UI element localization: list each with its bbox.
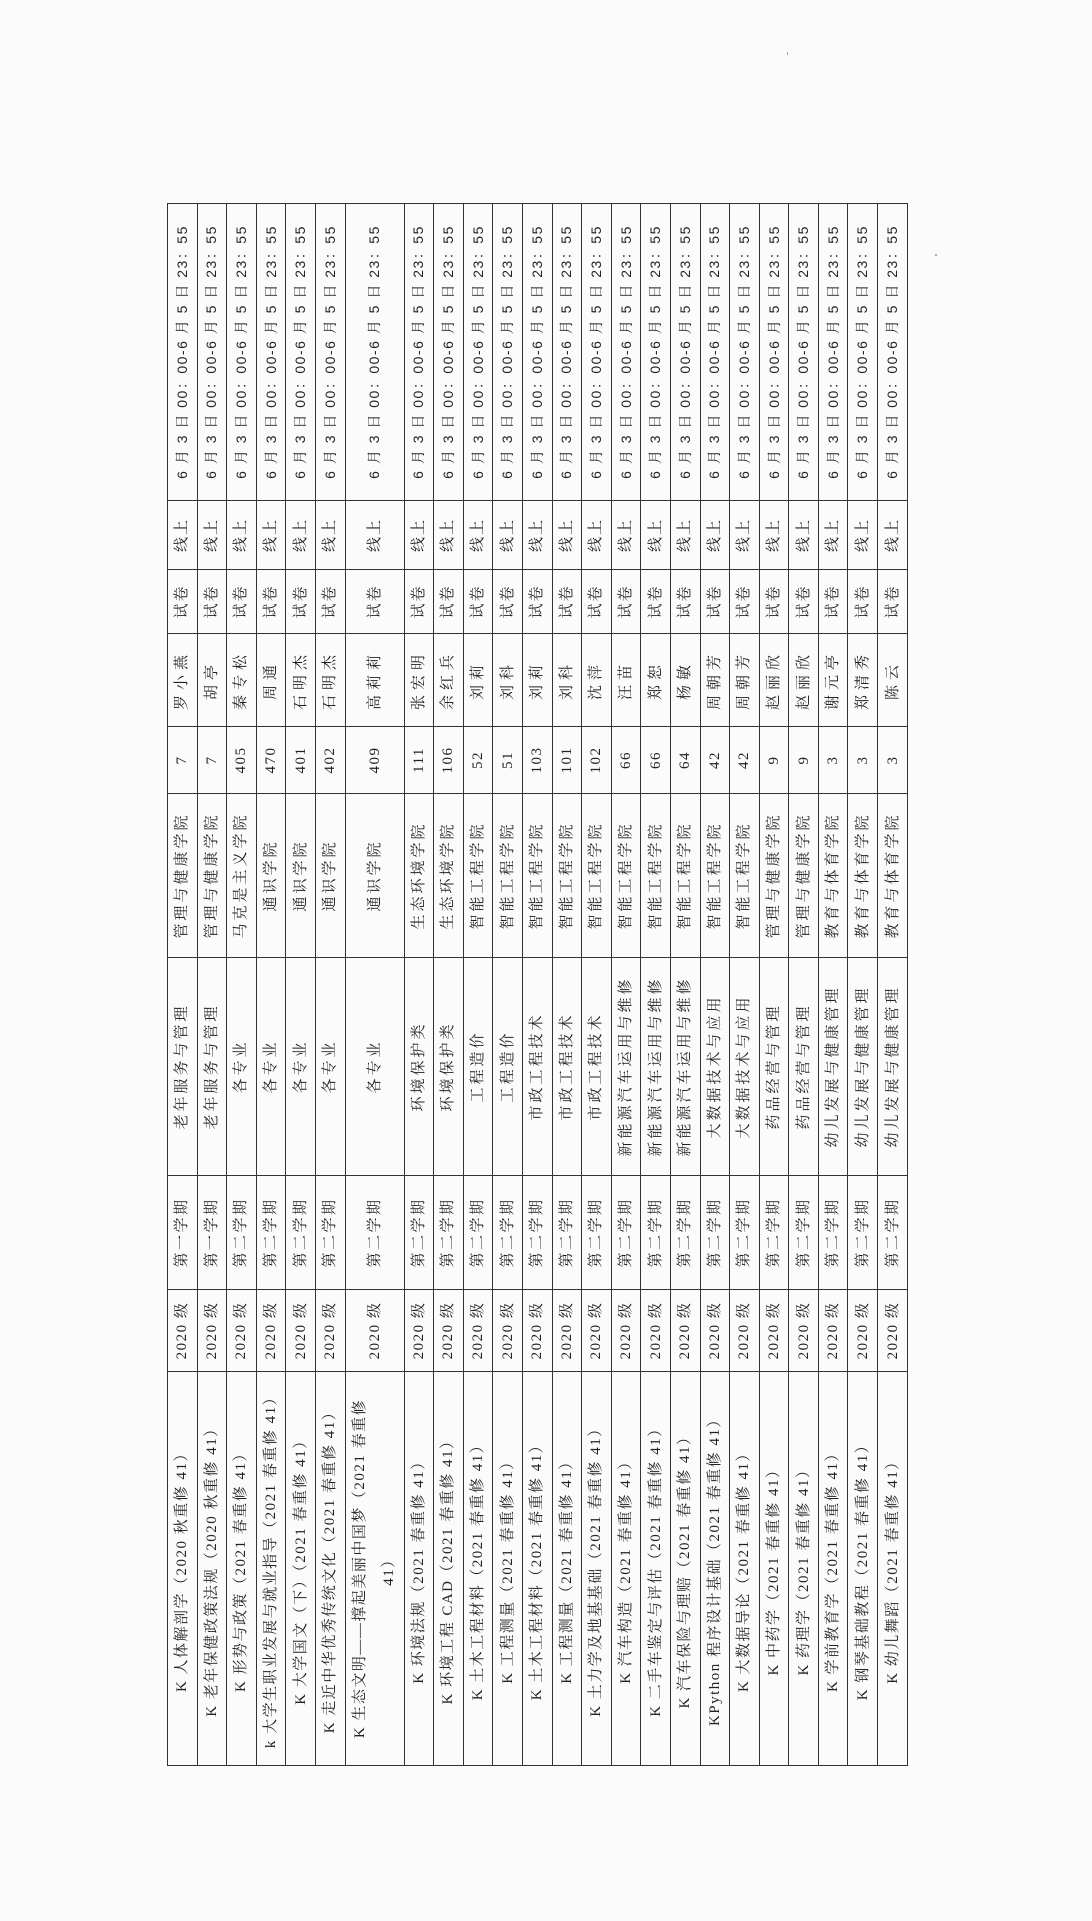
exam-mode-cell: 线上 <box>227 501 257 570</box>
semester-cell: 第二学期 <box>700 1176 730 1290</box>
exam-mode-cell: 线上 <box>670 501 700 570</box>
student-count-cell: 402 <box>315 727 345 794</box>
major-cell: 工程造价 <box>463 958 493 1176</box>
exam-mode-cell: 线上 <box>759 501 789 570</box>
course-name-cell: K 人体解剖学（2020 秋重修 41） <box>168 1372 198 1766</box>
exam-mode-cell: 线上 <box>345 501 404 570</box>
semester-cell: 第二学期 <box>286 1176 316 1290</box>
exam-type-cell: 试卷 <box>463 570 493 634</box>
scan-speck <box>935 254 937 256</box>
student-count-cell: 9 <box>759 727 789 794</box>
semester-cell: 第二学期 <box>227 1176 257 1290</box>
college-cell: 教育与体育学院 <box>848 794 878 958</box>
semester-cell: 第二学期 <box>789 1176 819 1290</box>
college-cell: 教育与体育学院 <box>818 794 848 958</box>
teacher-cell: 刘莉 <box>522 634 552 727</box>
major-cell: 幼儿发展与健康管理 <box>818 958 848 1176</box>
grade-cell: 2020 级 <box>286 1290 316 1372</box>
semester-cell: 第二学期 <box>256 1176 286 1290</box>
grade-cell: 2020 级 <box>552 1290 582 1372</box>
major-cell: 市政工程技术 <box>582 958 612 1176</box>
student-count-cell: 3 <box>848 727 878 794</box>
semester-cell: 第二学期 <box>463 1176 493 1290</box>
teacher-cell: 石明杰 <box>286 634 316 727</box>
exam-mode-cell: 线上 <box>848 501 878 570</box>
course-name-cell: K 中药学（2021 春重修 41） <box>759 1372 789 1766</box>
course-name-cell: K 二手车鉴定与评估（2021 春重修 41） <box>641 1372 671 1766</box>
exam-mode-cell: 线上 <box>730 501 760 570</box>
grade-cell: 2020 级 <box>404 1290 434 1372</box>
student-count-cell: 3 <box>818 727 848 794</box>
exam-schedule-table <box>167 203 908 1766</box>
exam-mode-cell: 线上 <box>818 501 848 570</box>
table-row <box>552 204 582 1766</box>
teacher-cell: 周朝芳 <box>730 634 760 727</box>
exam-type-cell: 试卷 <box>582 570 612 634</box>
exam-mode-cell: 线上 <box>256 501 286 570</box>
course-name-cell: K 幼儿舞蹈（2021 春重修 41） <box>878 1372 908 1766</box>
exam-mode-cell: 线上 <box>168 501 198 570</box>
teacher-cell: 张宏明 <box>404 634 434 727</box>
table-row <box>700 204 730 1766</box>
course-name-cell: K 汽车保险与理赔（2021 春重修 41） <box>670 1372 700 1766</box>
student-count-cell: 52 <box>463 727 493 794</box>
grade-cell: 2020 级 <box>315 1290 345 1372</box>
exam-mode-cell: 线上 <box>493 501 523 570</box>
grade-cell: 2020 级 <box>789 1290 819 1372</box>
rotated-table-container <box>167 204 908 1766</box>
exam-type-cell: 试卷 <box>611 570 641 634</box>
exam-type-cell: 试卷 <box>759 570 789 634</box>
exam-time-cell: 6 月 3 日 00：00-6 月 5 日 23：55 <box>315 204 345 501</box>
semester-cell: 第一学期 <box>197 1176 227 1290</box>
exam-time-cell: 6 月 3 日 00：00-6 月 5 日 23：55 <box>730 204 760 501</box>
student-count-cell: 401 <box>286 727 316 794</box>
major-cell: 环境保护类 <box>434 958 464 1176</box>
exam-mode-cell: 线上 <box>700 501 730 570</box>
table-row <box>848 204 878 1766</box>
exam-time-cell: 6 月 3 日 00：00-6 月 5 日 23：55 <box>197 204 227 501</box>
semester-cell: 第二学期 <box>552 1176 582 1290</box>
exam-mode-cell: 线上 <box>611 501 641 570</box>
grade-cell: 2020 级 <box>641 1290 671 1372</box>
student-count-cell: 66 <box>611 727 641 794</box>
college-cell: 马克是主义学院 <box>227 794 257 958</box>
teacher-cell: 郑清秀 <box>848 634 878 727</box>
course-name-cell: K 汽车构造（2021 春重修 41） <box>611 1372 641 1766</box>
grade-cell: 2020 级 <box>730 1290 760 1372</box>
college-cell: 智能工程学院 <box>522 794 552 958</box>
table-row <box>789 204 819 1766</box>
exam-time-cell: 6 月 3 日 00：00-6 月 5 日 23：55 <box>552 204 582 501</box>
major-cell: 大数据技术与应用 <box>730 958 760 1176</box>
exam-type-cell: 试卷 <box>522 570 552 634</box>
exam-time-cell: 6 月 3 日 00：00-6 月 5 日 23：55 <box>345 204 404 501</box>
table-row <box>197 204 227 1766</box>
exam-mode-cell: 线上 <box>552 501 582 570</box>
student-count-cell: 102 <box>582 727 612 794</box>
grade-cell: 2020 级 <box>168 1290 198 1372</box>
college-cell: 通识学院 <box>315 794 345 958</box>
table-row <box>641 204 671 1766</box>
major-cell: 药品经营与管理 <box>789 958 819 1176</box>
semester-cell: 第二学期 <box>493 1176 523 1290</box>
course-name-cell: K 土木工程材料（2021 春重修 41） <box>522 1372 552 1766</box>
college-cell: 智能工程学院 <box>552 794 582 958</box>
course-name-cell: K 环境法规（2021 春重修 41） <box>404 1372 434 1766</box>
exam-type-cell: 试卷 <box>848 570 878 634</box>
teacher-cell: 周朝芳 <box>700 634 730 727</box>
teacher-cell: 胡亭 <box>197 634 227 727</box>
semester-cell: 第二学期 <box>434 1176 464 1290</box>
college-cell: 智能工程学院 <box>670 794 700 958</box>
college-cell: 通识学院 <box>345 794 404 958</box>
college-cell: 智能工程学院 <box>611 794 641 958</box>
exam-time-cell: 6 月 3 日 00：00-6 月 5 日 23：55 <box>227 204 257 501</box>
table-row <box>463 204 493 1766</box>
semester-cell: 第一学期 <box>168 1176 198 1290</box>
exam-mode-cell: 线上 <box>434 501 464 570</box>
teacher-cell: 刘莉 <box>463 634 493 727</box>
teacher-cell: 秦专松 <box>227 634 257 727</box>
major-cell: 市政工程技术 <box>522 958 552 1176</box>
semester-cell: 第二学期 <box>878 1176 908 1290</box>
exam-time-cell: 6 月 3 日 00：00-6 月 5 日 23：55 <box>818 204 848 501</box>
grade-cell: 2020 级 <box>611 1290 641 1372</box>
major-cell: 老年服务与管理 <box>197 958 227 1176</box>
major-cell: 各专业 <box>227 958 257 1176</box>
course-name-cell: K 形势与政策（2021 春重修 41） <box>227 1372 257 1766</box>
grade-cell: 2020 级 <box>345 1290 404 1372</box>
teacher-cell: 石明杰 <box>315 634 345 727</box>
student-count-cell: 51 <box>493 727 523 794</box>
teacher-cell: 余红兵 <box>434 634 464 727</box>
semester-cell: 第二学期 <box>848 1176 878 1290</box>
grade-cell: 2020 级 <box>522 1290 552 1372</box>
course-name-cell: K 土木工程材料（2021 春重修 41） <box>463 1372 493 1766</box>
course-name-cell: K 药理学（2021 春重修 41） <box>789 1372 819 1766</box>
table-row <box>345 204 404 1766</box>
table-row <box>582 204 612 1766</box>
exam-mode-cell: 线上 <box>789 501 819 570</box>
exam-time-cell: 6 月 3 日 00：00-6 月 5 日 23：55 <box>878 204 908 501</box>
grade-cell: 2020 级 <box>227 1290 257 1372</box>
college-cell: 管理与健康学院 <box>168 794 198 958</box>
exam-time-cell: 6 月 3 日 00：00-6 月 5 日 23：55 <box>611 204 641 501</box>
major-cell: 各专业 <box>256 958 286 1176</box>
major-cell: 环境保护类 <box>404 958 434 1176</box>
teacher-cell: 周通 <box>256 634 286 727</box>
exam-type-cell: 试卷 <box>878 570 908 634</box>
major-cell: 新能源汽车运用与维修 <box>641 958 671 1176</box>
exam-type-cell: 试卷 <box>315 570 345 634</box>
exam-time-cell: 6 月 3 日 00：00-6 月 5 日 23：55 <box>759 204 789 501</box>
student-count-cell: 3 <box>878 727 908 794</box>
college-cell: 智能工程学院 <box>463 794 493 958</box>
exam-time-cell: 6 月 3 日 00：00-6 月 5 日 23：55 <box>463 204 493 501</box>
table-row <box>256 204 286 1766</box>
table-row <box>168 204 198 1766</box>
course-name-cell: K 学前教育学（2021 春重修 41） <box>818 1372 848 1766</box>
exam-type-cell: 试卷 <box>730 570 760 634</box>
grade-cell: 2020 级 <box>582 1290 612 1372</box>
semester-cell: 第二学期 <box>522 1176 552 1290</box>
semester-cell: 第二学期 <box>818 1176 848 1290</box>
teacher-cell: 刘科 <box>493 634 523 727</box>
major-cell: 新能源汽车运用与维修 <box>670 958 700 1176</box>
grade-cell: 2020 级 <box>818 1290 848 1372</box>
grade-cell: 2020 级 <box>848 1290 878 1372</box>
exam-type-cell: 试卷 <box>552 570 582 634</box>
exam-type-cell: 试卷 <box>434 570 464 634</box>
course-name-cell: k 大学生职业发展与就业指导（2021 春重修 41） <box>256 1372 286 1766</box>
course-name-cell: K 大数据导论（2021 春重修 41） <box>730 1372 760 1766</box>
major-cell: 大数据技术与应用 <box>700 958 730 1176</box>
teacher-cell: 罗小燕 <box>168 634 198 727</box>
exam-type-cell: 试卷 <box>700 570 730 634</box>
student-count-cell: 103 <box>522 727 552 794</box>
semester-cell: 第二学期 <box>582 1176 612 1290</box>
student-count-cell: 42 <box>700 727 730 794</box>
exam-time-cell: 6 月 3 日 00：00-6 月 5 日 23：55 <box>404 204 434 501</box>
course-name-cell: K 工程测量（2021 春重修 41） <box>493 1372 523 1766</box>
teacher-cell: 刘科 <box>552 634 582 727</box>
student-count-cell: 42 <box>730 727 760 794</box>
exam-type-cell: 试卷 <box>227 570 257 634</box>
student-count-cell: 64 <box>670 727 700 794</box>
teacher-cell: 高莉莉 <box>345 634 404 727</box>
major-cell: 各专业 <box>345 958 404 1176</box>
grade-cell: 2020 级 <box>256 1290 286 1372</box>
major-cell: 新能源汽车运用与维修 <box>611 958 641 1176</box>
exam-type-cell: 试卷 <box>197 570 227 634</box>
semester-cell: 第二学期 <box>315 1176 345 1290</box>
grade-cell: 2020 级 <box>878 1290 908 1372</box>
course-name-cell: K 大学国文（下）（2021 春重修 41） <box>286 1372 316 1766</box>
major-cell: 幼儿发展与健康管理 <box>878 958 908 1176</box>
table-row <box>670 204 700 1766</box>
course-name-cell: K 走近中华优秀传统文化（2021 春重修 41） <box>315 1372 345 1766</box>
semester-cell: 第二学期 <box>641 1176 671 1290</box>
teacher-cell: 郑恕 <box>641 634 671 727</box>
exam-mode-cell: 线上 <box>286 501 316 570</box>
student-count-cell: 106 <box>434 727 464 794</box>
table-row <box>404 204 434 1766</box>
college-cell: 通识学院 <box>286 794 316 958</box>
course-name-cell: K 环境工程 CAD（2021 春重修 41） <box>434 1372 464 1766</box>
exam-time-cell: 6 月 3 日 00：00-6 月 5 日 23：55 <box>641 204 671 501</box>
major-cell: 工程造价 <box>493 958 523 1176</box>
table-row <box>227 204 257 1766</box>
student-count-cell: 470 <box>256 727 286 794</box>
exam-mode-cell: 线上 <box>641 501 671 570</box>
table-row <box>522 204 552 1766</box>
table-row <box>818 204 848 1766</box>
semester-cell: 第二学期 <box>759 1176 789 1290</box>
exam-type-cell: 试卷 <box>345 570 404 634</box>
college-cell: 教育与体育学院 <box>878 794 908 958</box>
college-cell: 智能工程学院 <box>700 794 730 958</box>
grade-cell: 2020 级 <box>670 1290 700 1372</box>
college-cell: 智能工程学院 <box>493 794 523 958</box>
exam-time-cell: 6 月 3 日 00：00-6 月 5 日 23：55 <box>848 204 878 501</box>
major-cell: 各专业 <box>286 958 316 1176</box>
exam-mode-cell: 线上 <box>878 501 908 570</box>
exam-time-cell: 6 月 3 日 00：00-6 月 5 日 23：55 <box>582 204 612 501</box>
student-count-cell: 66 <box>641 727 671 794</box>
major-cell: 市政工程技术 <box>552 958 582 1176</box>
course-name-cell: K 土力学及地基基础（2021 春重修 41） <box>582 1372 612 1766</box>
teacher-cell: 赵丽欣 <box>789 634 819 727</box>
exam-time-cell: 6 月 3 日 00：00-6 月 5 日 23：55 <box>168 204 198 501</box>
semester-cell: 第二学期 <box>345 1176 404 1290</box>
table-row <box>878 204 908 1766</box>
exam-type-cell: 试卷 <box>286 570 316 634</box>
grade-cell: 2020 级 <box>493 1290 523 1372</box>
college-cell: 智能工程学院 <box>730 794 760 958</box>
exam-time-cell: 6 月 3 日 00：00-6 月 5 日 23：55 <box>670 204 700 501</box>
college-cell: 智能工程学院 <box>582 794 612 958</box>
grade-cell: 2020 级 <box>700 1290 730 1372</box>
teacher-cell: 谢元亭 <box>818 634 848 727</box>
exam-mode-cell: 线上 <box>522 501 552 570</box>
scan-speck <box>787 52 788 55</box>
major-cell: 老年服务与管理 <box>168 958 198 1176</box>
student-count-cell: 409 <box>345 727 404 794</box>
table-row <box>730 204 760 1766</box>
college-cell: 管理与健康学院 <box>197 794 227 958</box>
exam-type-cell: 试卷 <box>493 570 523 634</box>
teacher-cell: 汪苗 <box>611 634 641 727</box>
exam-time-cell: 6 月 3 日 00：00-6 月 5 日 23：55 <box>522 204 552 501</box>
college-cell: 管理与健康学院 <box>759 794 789 958</box>
course-name-cell: K 钢琴基础教程（2021 春重修 41） <box>848 1372 878 1766</box>
major-cell: 药品经营与管理 <box>759 958 789 1176</box>
student-count-cell: 9 <box>789 727 819 794</box>
exam-type-cell: 试卷 <box>818 570 848 634</box>
grade-cell: 2020 级 <box>759 1290 789 1372</box>
exam-time-cell: 6 月 3 日 00：00-6 月 5 日 23：55 <box>434 204 464 501</box>
grade-cell: 2020 级 <box>197 1290 227 1372</box>
teacher-cell: 赵丽欣 <box>759 634 789 727</box>
teacher-cell: 陈云 <box>878 634 908 727</box>
course-name-cell: K 老年保健政策法规（2020 秋重修 41） <box>197 1372 227 1766</box>
major-cell: 各专业 <box>315 958 345 1176</box>
course-name-cell: K 生态文明——撑起美丽中国梦（2021 春重修 41） <box>345 1372 404 1766</box>
exam-type-cell: 试卷 <box>256 570 286 634</box>
exam-type-cell: 试卷 <box>404 570 434 634</box>
table-row <box>611 204 641 1766</box>
table-row <box>759 204 789 1766</box>
table-row <box>286 204 316 1766</box>
exam-time-cell: 6 月 3 日 00：00-6 月 5 日 23：55 <box>286 204 316 501</box>
grade-cell: 2020 级 <box>463 1290 493 1372</box>
exam-time-cell: 6 月 3 日 00：00-6 月 5 日 23：55 <box>700 204 730 501</box>
exam-type-cell: 试卷 <box>789 570 819 634</box>
semester-cell: 第二学期 <box>670 1176 700 1290</box>
exam-mode-cell: 线上 <box>404 501 434 570</box>
semester-cell: 第二学期 <box>404 1176 434 1290</box>
teacher-cell: 杨敏 <box>670 634 700 727</box>
semester-cell: 第二学期 <box>611 1176 641 1290</box>
exam-time-cell: 6 月 3 日 00：00-6 月 5 日 23：55 <box>789 204 819 501</box>
exam-type-cell: 试卷 <box>670 570 700 634</box>
student-count-cell: 7 <box>168 727 198 794</box>
exam-type-cell: 试卷 <box>168 570 198 634</box>
major-cell: 幼儿发展与健康管理 <box>848 958 878 1176</box>
table-row <box>434 204 464 1766</box>
teacher-cell: 沈萍 <box>582 634 612 727</box>
table-row <box>315 204 345 1766</box>
student-count-cell: 111 <box>404 727 434 794</box>
college-cell: 生态环境学院 <box>434 794 464 958</box>
grade-cell: 2020 级 <box>434 1290 464 1372</box>
student-count-cell: 405 <box>227 727 257 794</box>
college-cell: 通识学院 <box>256 794 286 958</box>
exam-mode-cell: 线上 <box>582 501 612 570</box>
course-name-cell: K 工程测量（2021 春重修 41） <box>552 1372 582 1766</box>
exam-mode-cell: 线上 <box>315 501 345 570</box>
course-name-cell: KPython 程序设计基础（2021 春重修 41） <box>700 1372 730 1766</box>
college-cell: 智能工程学院 <box>641 794 671 958</box>
exam-mode-cell: 线上 <box>197 501 227 570</box>
exam-time-cell: 6 月 3 日 00：00-6 月 5 日 23：55 <box>256 204 286 501</box>
student-count-cell: 101 <box>552 727 582 794</box>
exam-type-cell: 试卷 <box>641 570 671 634</box>
college-cell: 管理与健康学院 <box>789 794 819 958</box>
table-row <box>493 204 523 1766</box>
exam-time-cell: 6 月 3 日 00：00-6 月 5 日 23：55 <box>493 204 523 501</box>
exam-mode-cell: 线上 <box>463 501 493 570</box>
college-cell: 生态环境学院 <box>404 794 434 958</box>
student-count-cell: 7 <box>197 727 227 794</box>
semester-cell: 第二学期 <box>730 1176 760 1290</box>
